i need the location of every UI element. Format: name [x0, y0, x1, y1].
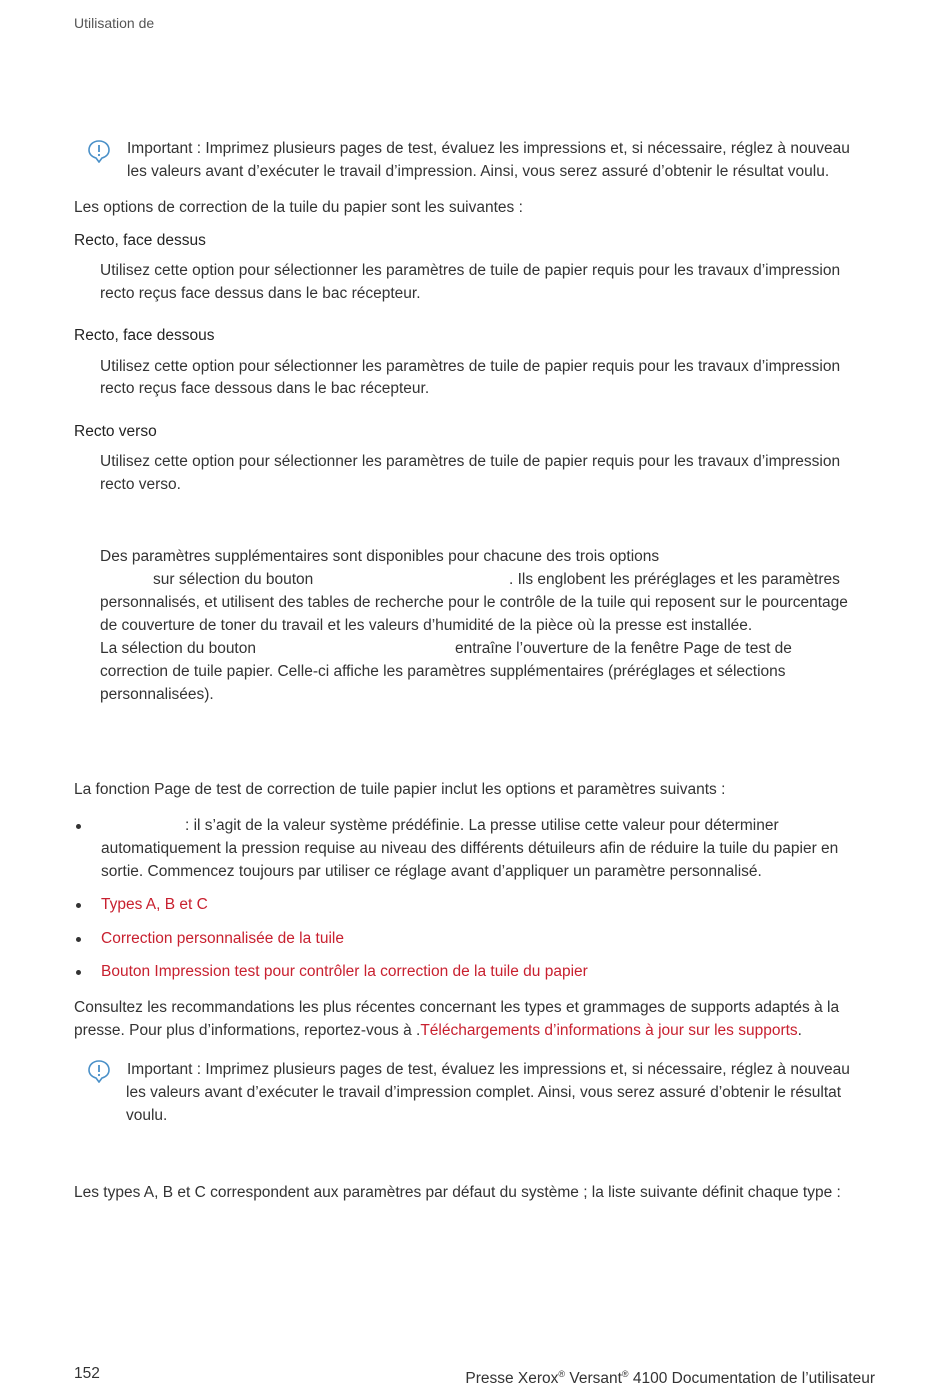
- note-text-line: les valeurs avant d’exécuter le travail d’impression complet. Ainsi, vous serez assuré d’obtenir le résultat: [126, 1084, 842, 1101]
- consult-period: .: [797, 1022, 802, 1039]
- link-types-abc[interactable]: Types A, B et C: [101, 896, 208, 913]
- option-heading-recto-face-dessus: Recto, face dessus: [74, 232, 206, 249]
- function-intro: La fonction Page de test de correction de tuile papier inclut les options et paramètres suivants :: [74, 781, 726, 798]
- extra-paragraph-line: La sélection du bouton: [100, 640, 256, 657]
- link-media-downloads[interactable]: Téléchargements d’informations à jour sur les supports: [420, 1022, 798, 1039]
- document-title: [465, 1364, 875, 1389]
- option-description: Utilisez cette option pour sélectionner les paramètres de tuile de papier requis pour les travaux d’impression: [100, 358, 841, 375]
- link-test-print-button[interactable]: Bouton Impression test pour contrôler la correction de la tuile du papier: [101, 963, 588, 980]
- bullet-marker: [76, 937, 81, 942]
- extra-paragraph-line: Des paramètres supplémentaires sont disponibles pour chacune des trois options: [100, 548, 660, 565]
- bullet-marker: [76, 903, 81, 908]
- bullet-text-line: automatiquement la pression requise au niveau des différents détuileurs afin de réduire la tuile du papier en: [101, 840, 839, 857]
- types-intro: Les types A, B et C correspondent aux paramètres par défaut du système ; la liste suivante définit chaque type :: [74, 1184, 841, 1201]
- option-description: recto reçus face dessus dans le bac récepteur.: [100, 285, 421, 302]
- bullet-marker: [76, 824, 81, 829]
- registered-mark: ®: [558, 1369, 566, 1379]
- doc-title-part: 4100 Documentation de l’utilisateur: [628, 1370, 875, 1388]
- important-note-icon: [87, 1059, 111, 1083]
- consult-paragraph-line: Consultez les recommandations les plus récentes concernant les types et grammages de supports adaptés à la: [74, 999, 840, 1016]
- extra-paragraph-line: entraîne l’ouverture de la fenêtre Page de test de: [455, 640, 792, 657]
- option-heading-recto-face-dessous: Recto, face dessous: [74, 327, 215, 344]
- option-description: recto verso.: [100, 476, 181, 493]
- bullet-text-line: : il s’agit de la valeur système prédéfinie. La presse utilise cette valeur pour déterminer: [185, 817, 779, 834]
- doc-title-part: Versant: [565, 1370, 622, 1388]
- doc-title-part: Presse Xerox: [465, 1370, 559, 1388]
- note-text-line: les valeurs avant d’exécuter le travail d’impression. Ainsi, vous serez assuré d’obtenir le résultat voulu.: [127, 163, 830, 180]
- option-description: Utilisez cette option pour sélectionner les paramètres de tuile de papier requis pour les travaux d’impression: [100, 453, 841, 470]
- option-description: recto reçus face dessous dans le bac récepteur.: [100, 380, 430, 397]
- registered-mark: ®: [621, 1369, 629, 1379]
- note-text-line: Important : Imprimez plusieurs pages de test, évaluez les impressions et, si nécessaire, réglez à nouveau: [127, 140, 850, 157]
- note-text-line: Important : Imprimez plusieurs pages de test, évaluez les impressions et, si nécessaire, réglez à nouveau: [127, 1061, 850, 1078]
- extra-paragraph-line: personnalisées).: [100, 686, 214, 703]
- page-number: 152: [74, 1365, 100, 1382]
- extra-paragraph-line: . Ils englobent les préréglages et les paramètres: [509, 571, 840, 588]
- link-custom-curl-correction[interactable]: Correction personnalisée de la tuile: [101, 930, 344, 947]
- consult-text: presse. Pour plus d’informations, reportez-vous à .: [74, 1022, 421, 1039]
- extra-paragraph-line: correction de tuile papier. Celle-ci affiche les paramètres supplémentaires (préréglages et sélections: [100, 663, 786, 680]
- bullet-text-line: sortie. Commencez toujours par utiliser ce réglage avant d’appliquer un paramètre personnalisé.: [101, 863, 762, 880]
- extra-paragraph-line: de couverture de toner du travail et les valeurs d’humidité de la pièce où la presse est installée.: [100, 617, 753, 634]
- note-text-line: voulu.: [126, 1107, 168, 1124]
- option-heading-recto-verso: Recto verso: [74, 423, 157, 440]
- bullet-marker: [76, 970, 81, 975]
- important-note-icon: [87, 139, 111, 163]
- extra-paragraph-line: sur sélection du bouton: [153, 571, 314, 588]
- extra-paragraph-line: personnalisés, et utilisent des tables de recherche pour le contrôle de la tuile qui reposent sur le pourcentage: [100, 594, 848, 611]
- options-intro: Les options de correction de la tuile du papier sont les suivantes :: [74, 199, 523, 216]
- consult-paragraph-line: [74, 1021, 802, 1041]
- running-header: Utilisation de: [74, 15, 155, 31]
- option-description: Utilisez cette option pour sélectionner les paramètres de tuile de papier requis pour les travaux d’impression: [100, 262, 841, 279]
